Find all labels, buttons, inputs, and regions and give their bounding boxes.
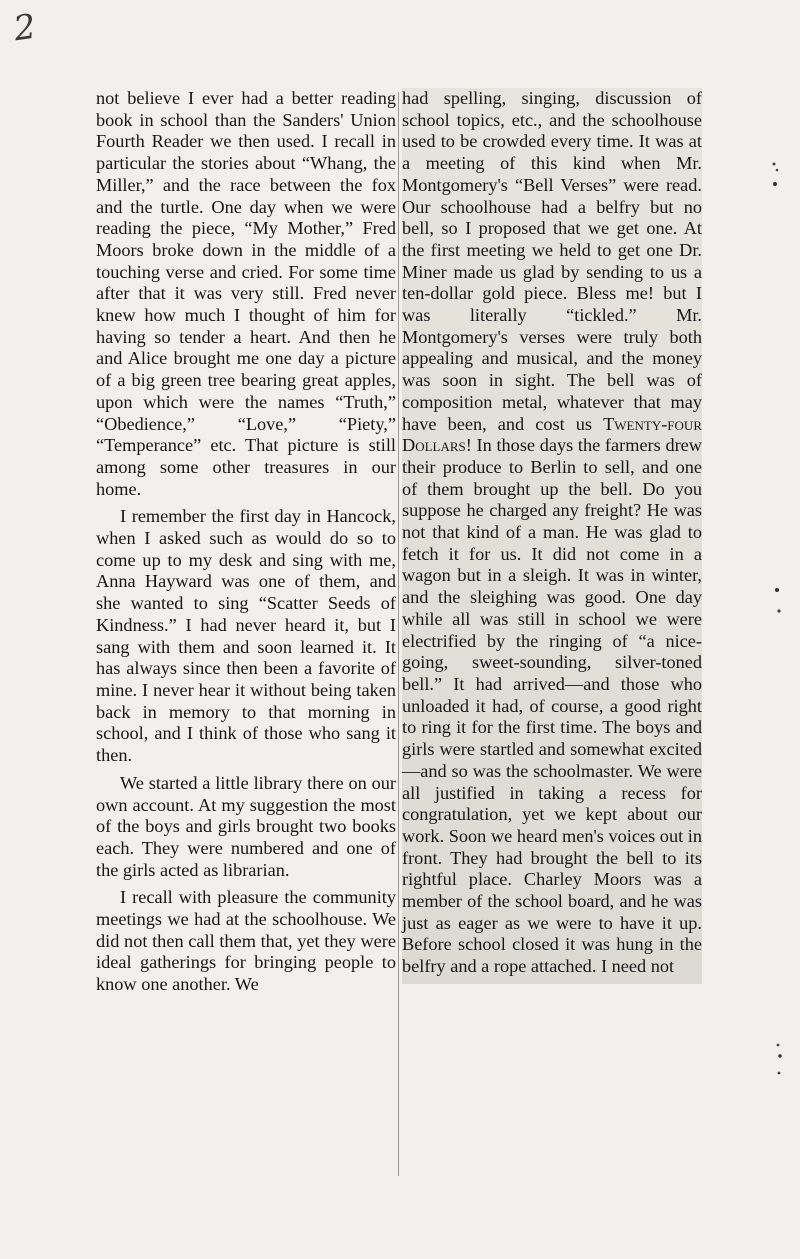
right-text-part-1: had spelling, singing, discussion of school topics, etc., and the schoolhouse used to be crowded every time. It was at a meeting of this kind when Mr. Montgomery's “Bell Verses” were read. Our schoolhouse had a belfry but no bell, so I proposed that we get one. At the first meeting we held to get one Dr. Miner made us glad by sending to us a ten-dollar gold piece. Bless me! but I was literally “tickled.” Mr. Montgomery's verses were truly both appealing and musical, and the money was soon in sight. The bell was of composition metal, whatever that may have been, and cost us [402,88,702,434]
margin-speck-mark [774,1040,786,1084]
left-text-column [96,88,396,1002]
left-paragraph-3: We started a little library there on our own account. At my suggestion the most of the boys and girls brought two books each. They were numbered and one of the girls acted as librarian. [96,772,396,880]
page-number: 2 [11,6,39,50]
right-text-column [402,88,702,984]
margin-speck-mark [772,585,784,623]
column-divider [398,92,399,1176]
cost-small-caps: Twenty-four Dollars! [402,413,702,456]
right-text-part-2: In those days the farmers drew their produce to Berlin to sell, and one of them brought up the bell. Do you suppose he charged any freight? He was not that kind of a man. He was glad to fetch it for us. It did not come in a wagon but in a sleigh. It was in winter, and the sleighing was good. One day while all was still in school we were electrified by the ringing of “a nice-going, sweet-sounding, silver-toned bell.” It had arrived—and those who unloaded it had, of course, a good right to ring it for the first time. The boys and girls were startled and somewhat excited—and so was the schoolmaster. We were all justified in taking a recess for congratulation, yet we kept about our work. Soon we heard men's voices out in front. They had brought the bell to its rightful place. Charley Moors was a member of the school board, and he was just as eager as we were to have it up. Before school closed it was hung in the belfry and a rope attached. I need not [402,435,702,977]
left-paragraph-1: not believe I ever had a better reading book in school than the Sanders' Union Fourth Reader we then used. I recall in particular the stories about “Whang, the Miller,” and the race between the fox and the turtle. One day when we were reading the piece, “My Mother,” Fred Moors broke down in the middle of a touching verse and cried. For some time after that it was very still. Fred never knew how much I thought of him for having so tender a heart. And then he and Alice brought me one day a picture of a big green tree bearing great apples, upon which were the names “Truth,” “Obedience,” “Love,” “Piety,” “Temperance” etc. That picture is still among some other treasures in our home. [96,88,396,499]
margin-speck-mark [770,160,782,194]
left-paragraph-4: I recall with pleasure the community meetings we had at the schoolhouse. We did not then call them that, yet they were ideal gatherings for bringing people to know one another. We [96,887,396,995]
left-paragraph-2: I remember the first day in Hancock, when I asked such as would do so to come up to my desk and sing with me, Anna Hayward was one of them, and she wanted to sing “Scatter Seeds of Kindness.” I had never heard it, but I sang with them and soon learned it. It has always since then been a favorite of mine. I never hear it without being taken back in memory to that morning in school, and I think of those who sang it then. [96,506,396,766]
right-paragraph [402,88,702,978]
